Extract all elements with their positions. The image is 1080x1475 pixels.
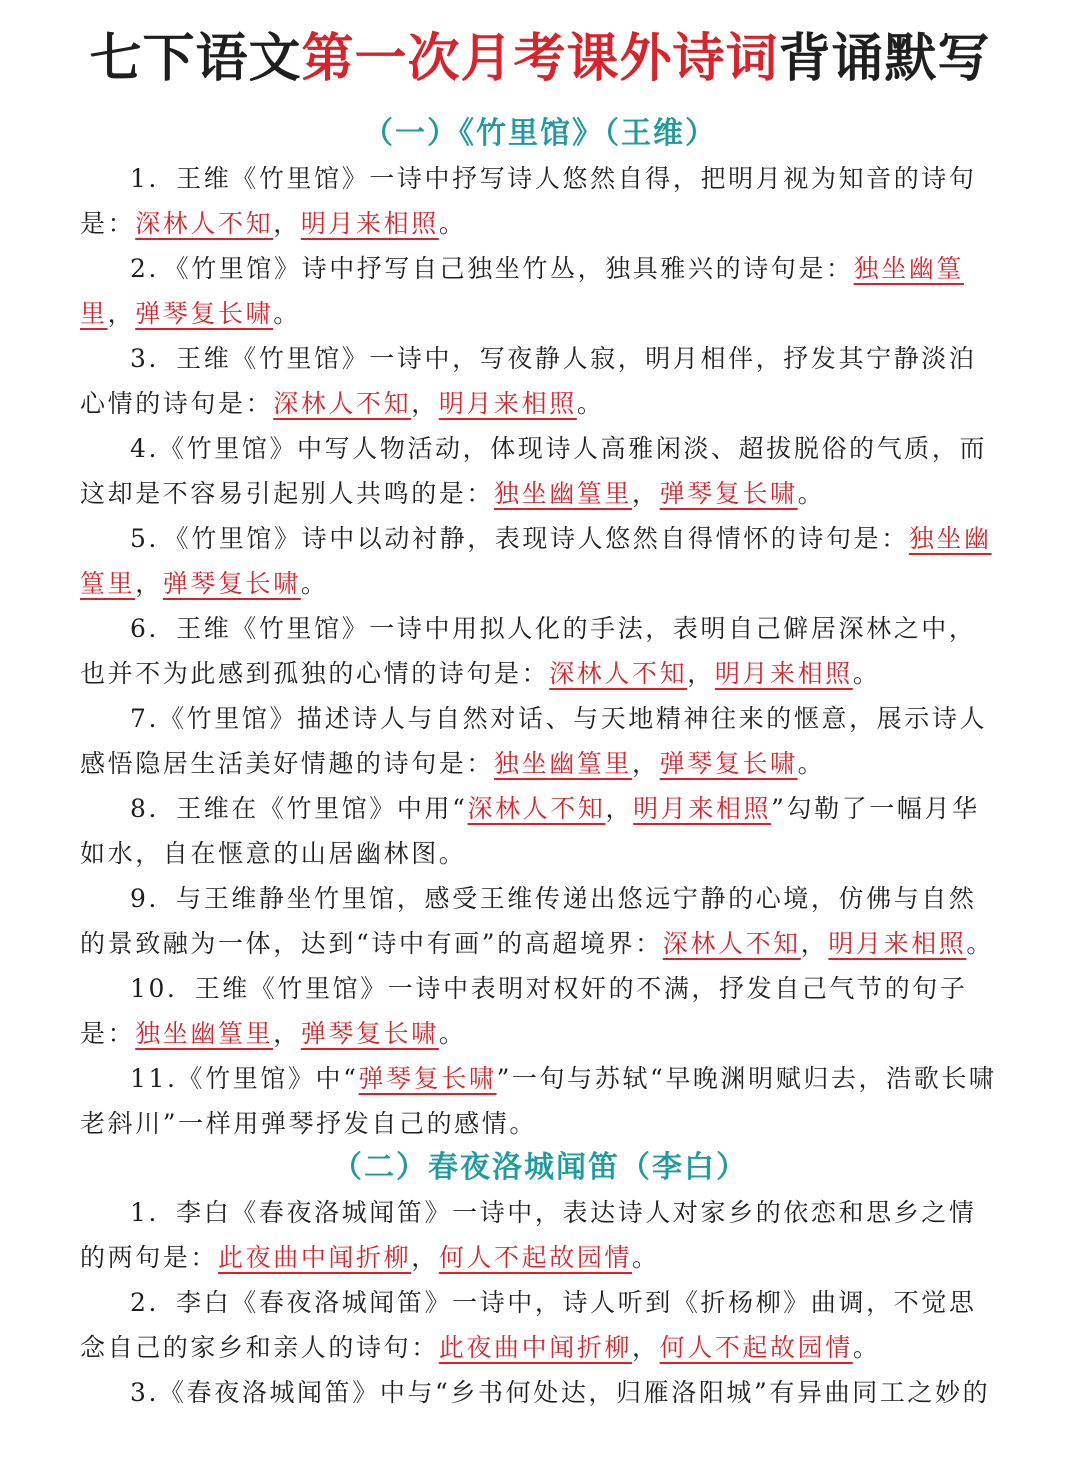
answer-text: 深林人不知	[467, 794, 606, 823]
question-text: 。	[576, 389, 605, 418]
question-text: 。	[300, 569, 329, 598]
question-text: 。	[852, 1333, 881, 1362]
question-item	[80, 966, 1000, 1056]
answer-text: 深林人不知	[273, 389, 412, 418]
question-text: 。	[273, 299, 301, 328]
question-text: ，	[273, 1019, 301, 1048]
question-text: ，	[605, 794, 634, 823]
question-item	[80, 516, 1000, 606]
answer-text: 深林人不知	[135, 209, 274, 238]
question-text: 1．王维《竹里馆》一诗中抒写诗人悠然自得，把明月视为知音的诗句是：	[80, 164, 977, 238]
question-text: 7.《竹里馆》描述诗人与自然对话、与天地精神往来的惬意，展示诗人感悟隐居生活美好情趣的诗句是：	[80, 704, 988, 778]
section-heading: （一）《竹里馆》（王维）	[363, 116, 717, 151]
question-text: 1．李白《春夜洛城闻笛》一诗中，表达诗人对家乡的依恋和思乡之情的两句是：	[80, 1198, 977, 1272]
answer-text: 明月来相照	[300, 209, 439, 238]
question-item	[80, 156, 1000, 246]
answer-text: 明月来相照	[438, 389, 577, 418]
question-text: 。	[632, 1243, 660, 1272]
question-text: 2．李白《春夜洛城闻笛》一诗中，诗人听到《折杨柳》曲调，不觉思念自己的家乡和亲人的诗句：	[80, 1288, 977, 1362]
question-text: 。	[852, 659, 881, 688]
answer-text: 弹琴复长啸	[358, 1064, 497, 1093]
question-item	[80, 426, 1000, 516]
question-text: ，	[687, 659, 715, 688]
question-item	[80, 336, 1000, 426]
section-heading: （二）春夜洛城闻笛（李白）	[332, 1150, 748, 1185]
question-text: ”勾勒了一幅月华如水，自在惬意的山居幽林图。	[80, 794, 980, 868]
answer-text: 明月来相照	[714, 659, 853, 688]
question-item	[80, 1190, 1000, 1280]
question-item	[80, 1280, 1000, 1370]
question-text: ，	[411, 1243, 439, 1272]
title-part-1: 七下语文	[89, 29, 302, 89]
question-item	[80, 246, 1000, 336]
question-item	[80, 876, 1000, 966]
question-list	[0, 156, 1080, 1146]
answer-text: 何人不起故园情	[438, 1243, 633, 1272]
question-text: ，	[632, 479, 660, 508]
question-text: 4.《竹里馆》中写人物活动，体现诗人高雅闲淡、超拔脱俗的气质，而这却是不容易引起别人共鸣的是：	[80, 434, 988, 508]
answer-text: 此夜曲中闻折柳	[438, 1333, 633, 1362]
answer-text: 独坐幽篁里	[80, 254, 965, 328]
question-item	[80, 696, 1000, 786]
question-text: 。	[438, 209, 467, 238]
question-text: ，	[800, 929, 829, 958]
question-text: ，	[632, 749, 660, 778]
question-text: 。	[438, 1019, 467, 1048]
question-text: 。	[797, 749, 826, 778]
question-text: 6．王维《竹里馆》一诗中用拟人化的手法，表明自己僻居深林之中，也并不为此感到孤独的心情的诗句是：	[80, 614, 977, 688]
answer-text: 此夜曲中闻折柳	[218, 1243, 412, 1272]
answer-text: 独坐幽篁里	[80, 524, 992, 598]
question-text: ，	[135, 569, 163, 598]
question-item	[80, 1056, 1000, 1146]
question-text: 。	[797, 479, 826, 508]
answer-text: 明月来相照	[633, 794, 772, 823]
answer-text: 深林人不知	[549, 659, 688, 688]
question-text: 11.《竹里馆》中“	[130, 1064, 359, 1093]
question-text: ，	[273, 209, 301, 238]
answer-text: 深林人不知	[662, 929, 801, 958]
content-area	[0, 112, 1080, 1415]
question-item	[80, 606, 1000, 696]
question-text: 8．王维在《竹里馆》中用“	[130, 794, 468, 823]
question-text: ，	[107, 299, 136, 328]
question-item	[80, 786, 1000, 876]
answer-text: 弹琴复长啸	[300, 1019, 439, 1048]
question-text: 5．《竹里馆》诗中以动衬静，表现诗人悠然自得情怀的诗句是：	[130, 524, 909, 553]
answer-text: 弹琴复长啸	[659, 749, 798, 778]
question-text: ，	[411, 389, 439, 418]
answer-text: 独坐幽篁里	[494, 479, 633, 508]
answer-text: 独坐幽篁里	[494, 749, 633, 778]
question-text: ，	[632, 1333, 660, 1362]
question-text: 9．与王维静坐竹里馆，感受王维传递出悠远宁静的心境，仿佛与自然的景致融为一体，达到“诗中有画”的高超境界：	[80, 884, 977, 958]
question-text: 2．《竹里馆》诗中抒写自己独坐竹丛，独具雅兴的诗句是：	[130, 254, 854, 283]
question-text: 。	[966, 929, 995, 958]
page-title	[0, 0, 1080, 112]
answer-text: 弹琴复长啸	[135, 299, 274, 328]
question-text: 3.《春夜洛城闻笛》中与“乡书何处达，归雁洛阳城”有异曲同工之妙的	[130, 1378, 991, 1407]
answer-text: 弹琴复长啸	[659, 479, 798, 508]
answer-text: 明月来相照	[828, 929, 967, 958]
title-part-2: 第一次月考课外诗词	[301, 29, 779, 89]
title-part-3: 背诵默写	[778, 29, 991, 89]
question-list	[0, 1190, 1080, 1415]
question-text: 10．王维《竹里馆》一诗中表明对权奸的不满，抒发自己气节的句子是：	[80, 974, 968, 1048]
answer-text: 弹琴复长啸	[162, 569, 301, 598]
answer-text: 独坐幽篁里	[135, 1019, 274, 1048]
question-item	[80, 1370, 1000, 1415]
question-text: 3．王维《竹里馆》一诗中，写夜静人寂，明月相伴，抒发其宁静淡泊心情的诗句是：	[80, 344, 977, 418]
answer-text: 何人不起故园情	[659, 1333, 853, 1362]
question-text: ”一句与苏轼“早晚渊明赋归去，浩歌长啸老斜川”一样用弹琴抒发自己的感情。	[80, 1064, 997, 1138]
